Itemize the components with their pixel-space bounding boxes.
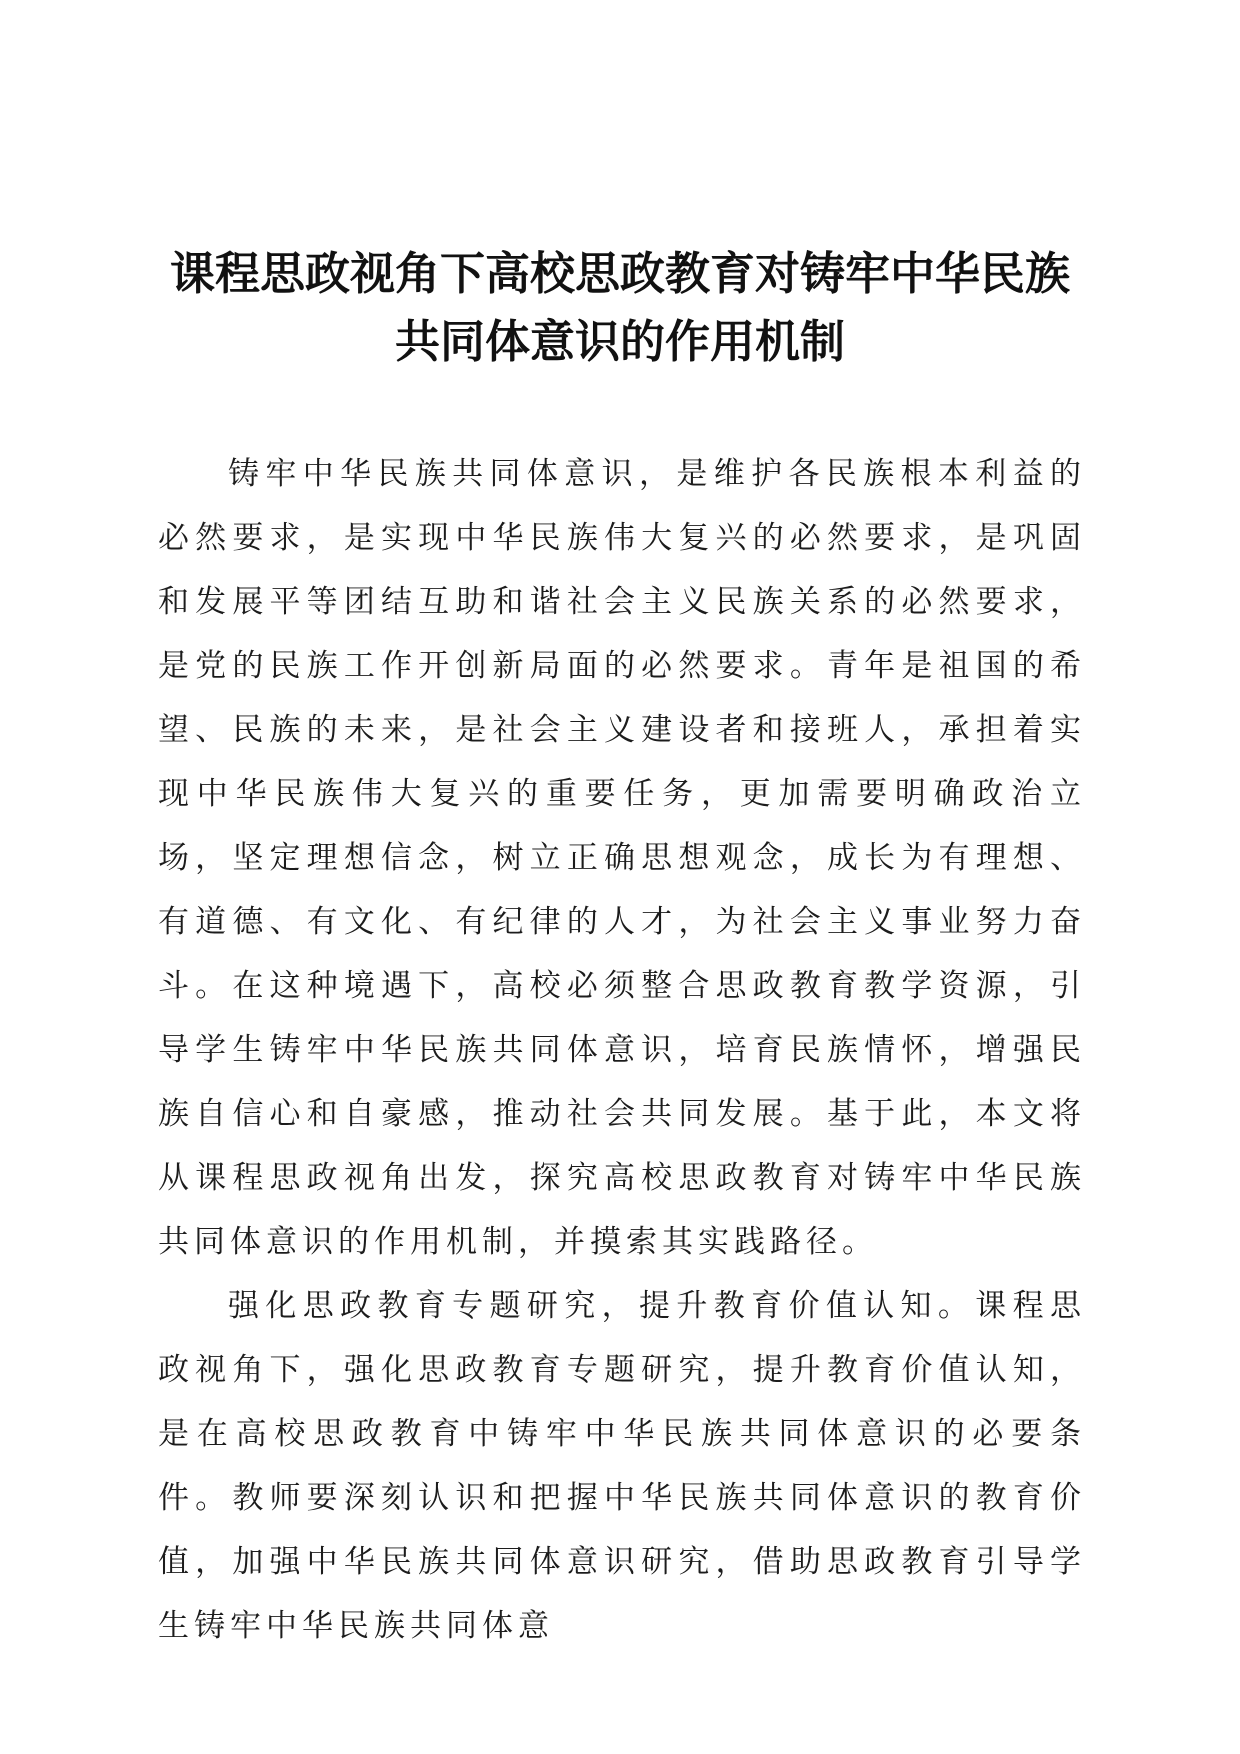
title-line-1: 课程思政视角下高校思政教育对铸牢中华民族 <box>169 247 1070 300</box>
document-title <box>150 240 1090 376</box>
document-body <box>158 442 1086 1658</box>
title-line-2: 共同体意识的作用机制 <box>394 315 845 368</box>
body-paragraph-2: 强化思政教育专题研究，提升教育价值认知。课程思政视角下，强化思政教育专题研究，提升教育价值认知，是在高校思政教育中铸牢中华民族共同体意识的必要条件。教师要深刻认识和把握中华民族共同体意识的教育价值，加强中华民族共同体意识研究，借助思政教育引导学生铸牢中华民族共同体意 <box>158 1288 1086 1644</box>
body-paragraph-1: 铸牢中华民族共同体意识，是维护各民族根本利益的必然要求，是实现中华民族伟大复兴的必然要求，是巩固和发展平等团结互助和谐社会主义民族关系的必然要求，是党的民族工作开创新局面的必然要求。青年是祖国的希望、民族的未来，是社会主义建设者和接班人，承担着实现中华民族伟大复兴的重要任务，更加需要明确政治立场，坚定理想信念，树立正确思想观念，成长为有理想、有道德、有文化、有纪律的人才，为社会主义事业努力奋斗。在这种境遇下，高校必须整合思政教育教学资源，引导学生铸牢中华民族共同体意识，培育民族情怀，增强民族自信心和自豪感，推动社会共同发展。基于此，本文将从课程思政视角出发，探究高校思政教育对铸牢中华民族共同体意识的作用机制，并摸索其实践路径。 <box>158 456 1086 1260</box>
